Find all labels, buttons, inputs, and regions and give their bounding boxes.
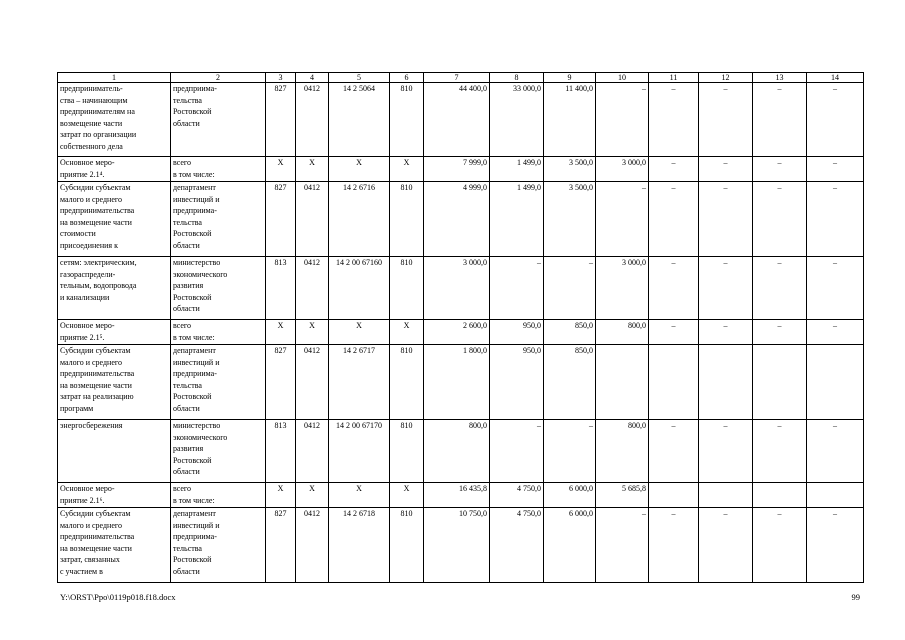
table-cell-col-6: 810: [390, 508, 424, 583]
table-cell-col-10: 3 000,0: [596, 257, 649, 320]
table-cell-col-13: –: [753, 83, 807, 157]
table-cell-col-4: Х: [296, 157, 329, 182]
table-row: [58, 257, 864, 320]
table-cell-col-1: Субсидии субъектам малого и среднего предпринимательства на возмещение части стоимости присоединения к: [58, 182, 171, 257]
table-cell-col-10: –: [596, 508, 649, 583]
table-cell-col-7: 1 800,0: [424, 345, 490, 420]
table-cell-col-11: –: [649, 320, 699, 345]
table-cell-col-13: –: [753, 508, 807, 583]
table-cell-col-5: Х: [329, 320, 390, 345]
table-cell-col-10: 3 000,0: [596, 157, 649, 182]
table-cell-col-9: –: [544, 257, 596, 320]
column-header-2: 2: [171, 73, 266, 83]
table-cell-col-3: 827: [266, 83, 296, 157]
table-cell-col-5: 14 2 6717: [329, 345, 390, 420]
table-cell-col-13: –: [753, 257, 807, 320]
table-cell-col-12: [699, 483, 753, 508]
table-header-row: [58, 73, 864, 83]
table-cell-col-1: Субсидии субъектам малого и среднего предпринимательства на возмещение части затрат на реализацию программ: [58, 345, 171, 420]
table-cell-col-14: –: [807, 320, 864, 345]
table-cell-col-4: 0412: [296, 182, 329, 257]
table-cell-col-4: 0412: [296, 508, 329, 583]
table-cell-col-9: 850,0: [544, 320, 596, 345]
table-cell-col-10: 800,0: [596, 420, 649, 483]
table-cell-col-8: 4 750,0: [490, 508, 544, 583]
table-cell-col-2: всего в том числе:: [171, 483, 266, 508]
table-cell-col-12: –: [699, 257, 753, 320]
table-cell-col-8: 4 750,0: [490, 483, 544, 508]
column-header-13: 13: [753, 73, 807, 83]
table-cell-col-11: [649, 345, 699, 420]
table-row: [58, 320, 864, 345]
table-cell-col-6: 810: [390, 345, 424, 420]
page-number: 99: [851, 592, 860, 602]
table-cell-col-10: –: [596, 182, 649, 257]
table-cell-col-12: –: [699, 420, 753, 483]
table-cell-col-9: 6 000,0: [544, 508, 596, 583]
column-header-3: 3: [266, 73, 296, 83]
table-cell-col-8: –: [490, 420, 544, 483]
table-cell-col-11: –: [649, 83, 699, 157]
table-cell-col-1: Субсидии субъектам малого и среднего предпринимательства на возмещение части затрат, связанных с участием в: [58, 508, 171, 583]
table-cell-col-13: –: [753, 320, 807, 345]
table-cell-col-1: энергосбережения: [58, 420, 171, 483]
table-cell-col-13: –: [753, 420, 807, 483]
table-row: [58, 345, 864, 420]
table-cell-col-12: –: [699, 83, 753, 157]
table-cell-col-9: 11 400,0: [544, 83, 596, 157]
table-cell-col-12: [699, 345, 753, 420]
table-cell-col-7: 16 435,8: [424, 483, 490, 508]
data-table: [57, 72, 864, 583]
table-cell-col-6: Х: [390, 157, 424, 182]
table-cell-col-8: 950,0: [490, 345, 544, 420]
table-cell-col-12: –: [699, 182, 753, 257]
table-cell-col-9: 3 500,0: [544, 182, 596, 257]
table-cell-col-14: –: [807, 157, 864, 182]
table-cell-col-7: 4 999,0: [424, 182, 490, 257]
table-cell-col-2: департамент инвестиций и предприима- тельства Ростовской области: [171, 508, 266, 583]
table-cell-col-11: [649, 483, 699, 508]
table-cell-col-3: 813: [266, 420, 296, 483]
table-cell-col-9: 3 500,0: [544, 157, 596, 182]
table-row: [58, 182, 864, 257]
table-cell-col-6: Х: [390, 320, 424, 345]
column-header-1: 1: [58, 73, 171, 83]
table-cell-col-3: Х: [266, 320, 296, 345]
table-cell-col-11: –: [649, 157, 699, 182]
table-cell-col-7: 7 999,0: [424, 157, 490, 182]
table-row: [58, 508, 864, 583]
column-header-4: 4: [296, 73, 329, 83]
table-cell-col-14: –: [807, 83, 864, 157]
table-cell-col-2: всего в том числе:: [171, 157, 266, 182]
table-cell-col-12: –: [699, 320, 753, 345]
table-cell-col-3: 827: [266, 345, 296, 420]
table-cell-col-11: –: [649, 508, 699, 583]
table-cell-col-12: –: [699, 508, 753, 583]
table-cell-col-8: 1 499,0: [490, 157, 544, 182]
table-cell-col-6: Х: [390, 483, 424, 508]
table-cell-col-1: сетям: электрическим, газораспредели- тельным, водопровода и канализации: [58, 257, 171, 320]
table-row: [58, 157, 864, 182]
table-row: [58, 483, 864, 508]
table-cell-col-2: департамент инвестиций и предприима- тельства Ростовской области: [171, 345, 266, 420]
table-cell-col-8: 33 000,0: [490, 83, 544, 157]
table-cell-col-5: 14 2 6718: [329, 508, 390, 583]
column-header-8: 8: [490, 73, 544, 83]
column-header-14: 14: [807, 73, 864, 83]
table-cell-col-2: предприима- тельства Ростовской области: [171, 83, 266, 157]
table-cell-col-5: Х: [329, 483, 390, 508]
table-cell-col-10: 5 685,8: [596, 483, 649, 508]
table-cell-col-10: –: [596, 83, 649, 157]
table-cell-col-9: 6 000,0: [544, 483, 596, 508]
table-cell-col-1: Основное меро- приятие 2.1⁴.: [58, 157, 171, 182]
table-cell-col-3: 813: [266, 257, 296, 320]
table-cell-col-2: министерство экономического развития Ростовской области: [171, 257, 266, 320]
table-cell-col-14: [807, 345, 864, 420]
table-cell-col-11: –: [649, 257, 699, 320]
table-cell-col-1: Основное меро- приятие 2.1⁶.: [58, 483, 171, 508]
table-cell-col-5: 14 2 00 67170: [329, 420, 390, 483]
column-header-5: 5: [329, 73, 390, 83]
table-cell-col-14: [807, 483, 864, 508]
column-header-7: 7: [424, 73, 490, 83]
table-cell-col-5: 14 2 6716: [329, 182, 390, 257]
table-cell-col-2: министерство экономического развития Ростовской области: [171, 420, 266, 483]
table-cell-col-4: 0412: [296, 345, 329, 420]
table-cell-col-10: 800,0: [596, 320, 649, 345]
table-cell-col-14: –: [807, 257, 864, 320]
table-cell-col-7: 3 000,0: [424, 257, 490, 320]
table-cell-col-7: 10 750,0: [424, 508, 490, 583]
table-cell-col-8: 950,0: [490, 320, 544, 345]
table-cell-col-14: –: [807, 182, 864, 257]
table-cell-col-14: –: [807, 508, 864, 583]
footer-file-path: Y:\ORST\Ppo\0119p018.f18.docx: [60, 592, 176, 602]
table-cell-col-3: Х: [266, 157, 296, 182]
table-cell-col-13: –: [753, 157, 807, 182]
table-cell-col-5: 14 2 5064: [329, 83, 390, 157]
table-cell-col-11: –: [649, 182, 699, 257]
table-cell-col-5: 14 2 00 67160: [329, 257, 390, 320]
table-cell-col-4: 0412: [296, 420, 329, 483]
table-cell-col-3: Х: [266, 483, 296, 508]
table-cell-col-7: 2 600,0: [424, 320, 490, 345]
column-header-12: 12: [699, 73, 753, 83]
table-cell-col-4: 0412: [296, 257, 329, 320]
table-cell-col-14: –: [807, 420, 864, 483]
table-row: [58, 83, 864, 157]
table-cell-col-4: Х: [296, 483, 329, 508]
table-cell-col-7: 44 400,0: [424, 83, 490, 157]
table-row: [58, 420, 864, 483]
table-cell-col-12: –: [699, 157, 753, 182]
table-cell-col-4: 0412: [296, 83, 329, 157]
table-cell-col-2: департамент инвестиций и предприима- тельства Ростовской области: [171, 182, 266, 257]
table-cell-col-7: 800,0: [424, 420, 490, 483]
table-cell-col-9: –: [544, 420, 596, 483]
table-cell-col-13: –: [753, 182, 807, 257]
table-cell-col-1: Основное меро- приятие 2.1⁵.: [58, 320, 171, 345]
column-header-11: 11: [649, 73, 699, 83]
table-cell-col-6: 810: [390, 420, 424, 483]
column-header-6: 6: [390, 73, 424, 83]
table-cell-col-3: 827: [266, 508, 296, 583]
table-cell-col-2: всего в том числе:: [171, 320, 266, 345]
table-cell-col-6: 810: [390, 83, 424, 157]
column-header-9: 9: [544, 73, 596, 83]
table-cell-col-9: 850,0: [544, 345, 596, 420]
table-cell-col-10: [596, 345, 649, 420]
table-cell-col-3: 827: [266, 182, 296, 257]
table-cell-col-4: Х: [296, 320, 329, 345]
table-cell-col-13: [753, 345, 807, 420]
table-cell-col-1: предприниматель- ства – начинающим предпринимателям на возмещение части затрат по организации собственного дела: [58, 83, 171, 157]
table-cell-col-6: 810: [390, 182, 424, 257]
table-cell-col-11: –: [649, 420, 699, 483]
table-cell-col-8: –: [490, 257, 544, 320]
table-cell-col-5: Х: [329, 157, 390, 182]
table-cell-col-8: 1 499,0: [490, 182, 544, 257]
column-header-10: 10: [596, 73, 649, 83]
table-cell-col-6: 810: [390, 257, 424, 320]
table-cell-col-13: [753, 483, 807, 508]
